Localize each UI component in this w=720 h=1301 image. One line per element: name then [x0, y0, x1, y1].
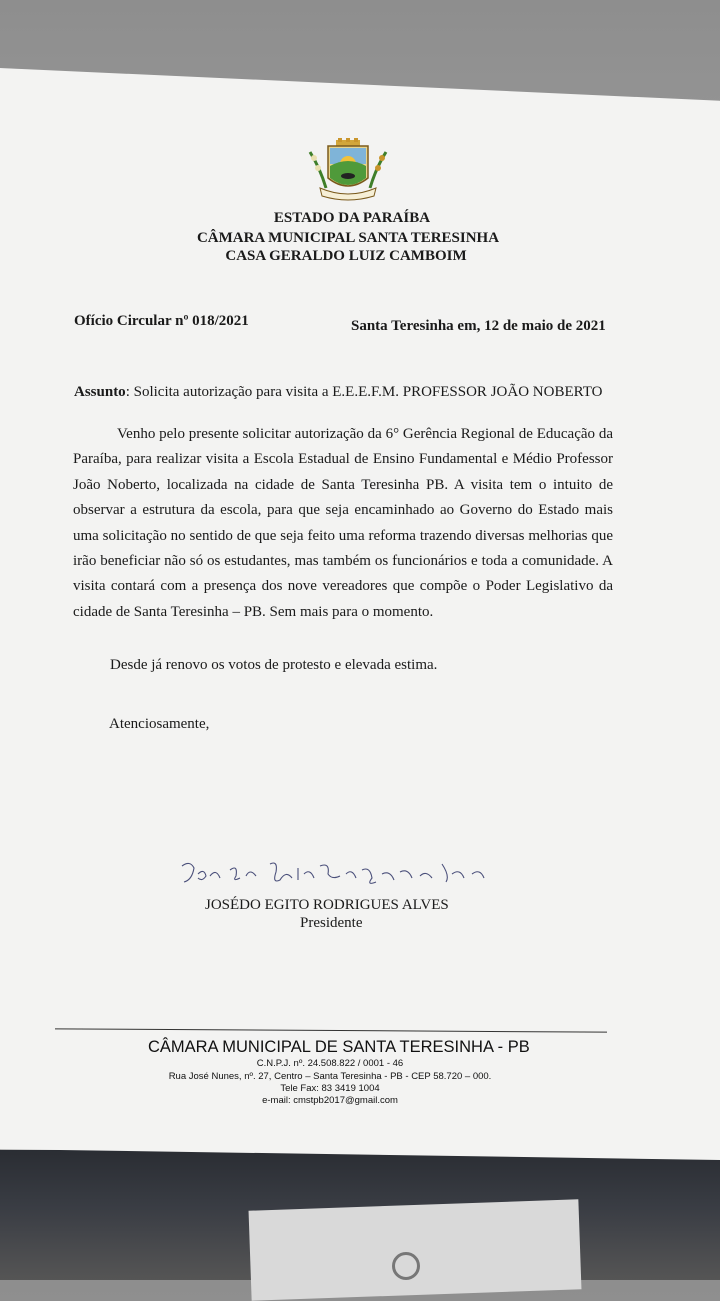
- footer-email: e-mail: cmstpb2017@gmail.com: [262, 1095, 398, 1106]
- body-paragraph: Venho pelo presente solicitar autorização da 6° Gerência Regional de Educação da Paraíba, para realizar visita a Escola Estadual de Ensino Fundamental e Médio Professor João Noberto, localizada na cidade de Santa Teresinha PB. A visita tem o intuito de observar a estrutura da escola, para que seja encaminhado ao Governo do Estado mais uma solicitação no sentido de que seja feito uma reforma trazendo diversas melhorias que irão beneficiar não só os estudantes, mas também os funcionários e toda a comunidade. A visita contará com a presença dos nove vereadores que compõe o Poder Legislativo da cidade de Santa Teresinha – PB. Sem mais para o momento.: [73, 426, 613, 620]
- chamber-heading: CÂMARA MUNICIPAL SANTA TERESINHA: [196, 230, 500, 246]
- state-heading: ESTADO DA PARAÍBA: [273, 210, 431, 226]
- footer-title: CÂMARA MUNICIPAL DE SANTA TERESINHA - PB: [148, 1038, 530, 1056]
- subject-text: : Solicita autorização para visita a E.E.E.F.M. PROFESSOR JOÃO NOBERTO: [125, 384, 603, 400]
- date-line: Santa Teresinha em, 12 de maio de 2021: [351, 318, 606, 334]
- municipal-crest-icon: [302, 138, 394, 202]
- house-heading: CASA GERALDO LUIZ CAMBOIM: [225, 248, 467, 264]
- footer-address: Rua José Nunes, nº. 27, Centro – Santa Teresinha - PB - CEP 58.720 – 000.: [168, 1071, 492, 1082]
- subject-label: Assunto: [74, 384, 126, 400]
- subject-line: [74, 384, 602, 401]
- signer-role: Presidente: [300, 915, 363, 931]
- letter-body: [73, 422, 613, 625]
- handwritten-signature: [180, 856, 490, 890]
- regards-line: Atenciosamente,: [109, 716, 210, 732]
- footer-cnpj: C.N.P.J. nº. 24.508.822 / 0001 - 46: [256, 1058, 404, 1069]
- ring-object: [392, 1252, 420, 1280]
- reference-number: Ofício Circular nº 018/2021: [74, 313, 249, 329]
- closing-line: Desde já renovo os votos de protesto e elevada estima.: [110, 657, 438, 673]
- paper-underneath: [249, 1199, 582, 1300]
- footer-phone: Tele Fax: 83 3419 1004: [280, 1083, 380, 1094]
- signer-name: JOSÉDO EGITO RODRIGUES ALVES: [205, 897, 449, 913]
